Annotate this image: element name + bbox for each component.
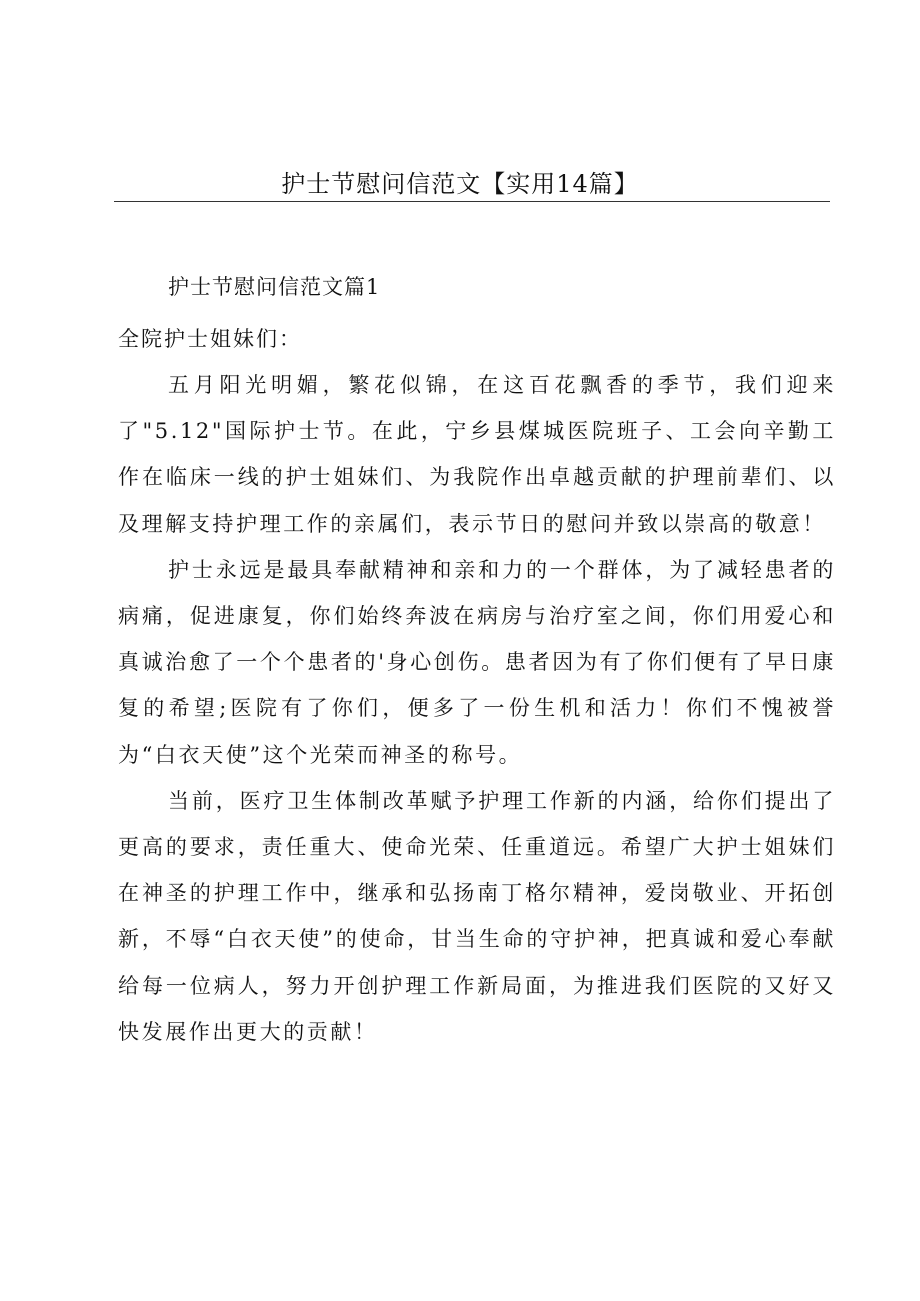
salutation: 全院护士姐妹们：: [118, 327, 302, 351]
paragraph: 当前，医疗卫生体制改革赋予护理工作新的内涵，给你们提出了更高的要求，责任重大、使命光荣、任重道远。希望广大护士姐妹们在神圣的护理工作中，继承和弘扬南丁格尔精神，爱岗敬业、开拓创新，不辱“白衣天使”的使命，甘当生命的守护神，把真诚和爱心奉献给每一位病人，努力开创护理工作新局面，为推进我们医院的又好又快发展作出更大的贡献！: [118, 788, 836, 1044]
paragraph: 五月阳光明媚，繁花似锦，在这百花飘香的季节，我们迎来了"5.12"国际护士节。在此，宁乡县煤城医院班子、工会向辛勤工作在临床一线的护士姐妹们、为我院作出卓越贡献的护理前辈们、以及理解支持护理工作的亲属们，表示节日的慰问并致以崇高的敬意！: [118, 373, 836, 536]
title-underline: [114, 201, 830, 202]
document-title: 护士节慰问信范文【实用14篇】: [281, 170, 639, 198]
section-heading: 护士节慰问信范文篇1: [168, 275, 381, 299]
letter-body: [118, 362, 836, 1055]
paragraph: 护士永远是最具奉献精神和亲和力的一个群体，为了减轻患者的病痛，促进康复，你们始终奔波在病房与治疗室之间，你们用爱心和真诚治愈了一个个患者的'身心创伤。患者因为有了你们便有了早日康复的希望;医院有了你们，便多了一份生机和活力！你们不愧被誉为“白衣天使”这个光荣而神圣的称号。: [118, 557, 836, 767]
